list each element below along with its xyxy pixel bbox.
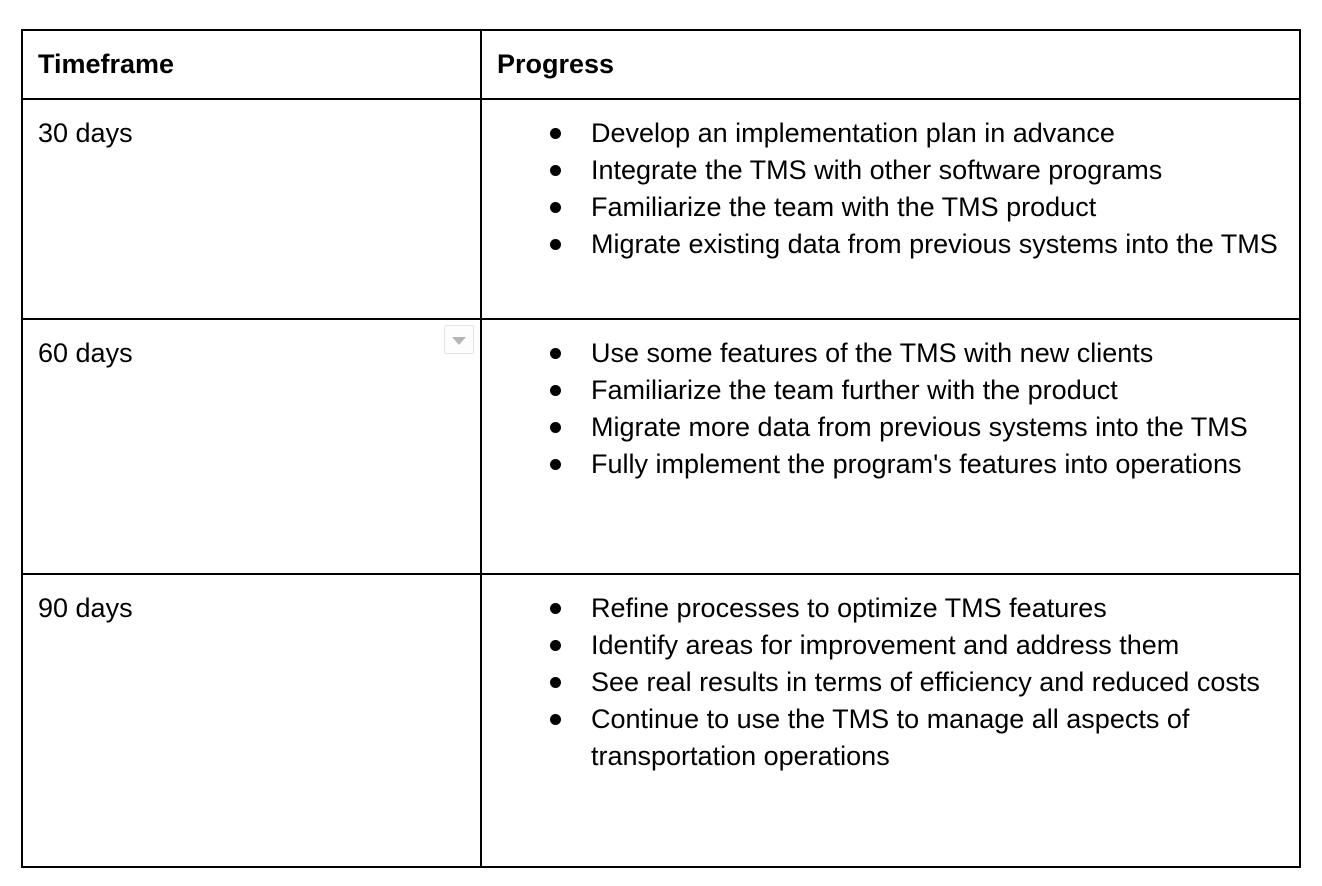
list-item[interactable] (497, 115, 1284, 152)
bullet-icon (550, 348, 561, 359)
timeframe-cell-30-days[interactable]: 30 days (22, 99, 481, 319)
table-row-60-days (22, 319, 1300, 574)
list-item[interactable] (497, 409, 1284, 446)
column-header-timeframe[interactable]: Timeframe (22, 30, 481, 99)
progress-cell-30-days[interactable] (481, 99, 1300, 319)
list-item-text: See real results in terms of efficiency and reduced costs (591, 667, 1260, 697)
bullet-icon (550, 459, 561, 470)
list-item[interactable] (497, 590, 1284, 627)
column-header-progress[interactable]: Progress (481, 30, 1300, 99)
list-item[interactable] (497, 226, 1284, 263)
list-item[interactable] (497, 335, 1284, 372)
bullet-icon (550, 239, 561, 250)
bullet-icon (550, 677, 561, 688)
progress-cell-60-days[interactable] (481, 319, 1300, 574)
progress-list (497, 335, 1284, 483)
list-item-text: Identify areas for improvement and address them (591, 630, 1180, 660)
list-item-text: Develop an implementation plan in advance (591, 118, 1115, 148)
list-item[interactable] (497, 189, 1284, 226)
list-item-text: Integrate the TMS with other software programs (591, 155, 1163, 185)
list-item-text: Familiarize the team with the TMS product (591, 192, 1097, 222)
list-item[interactable] (497, 627, 1284, 664)
timeframe-cell-60-days[interactable]: 60 days (22, 319, 481, 574)
timeframe-cell-90-days[interactable]: 90 days (22, 574, 481, 867)
tms-rollout-table (21, 29, 1301, 868)
table-row-90-days (22, 574, 1300, 867)
triangle-down-icon (452, 337, 466, 345)
list-item-text: Familiarize the team further with the product (591, 375, 1118, 405)
table-header-row (22, 30, 1300, 99)
list-item[interactable] (497, 372, 1284, 409)
table-cell-dropdown-button[interactable] (444, 325, 474, 354)
progress-list (497, 115, 1284, 263)
bullet-icon (550, 165, 561, 176)
progress-cell-90-days[interactable] (481, 574, 1300, 867)
list-item[interactable] (497, 152, 1284, 189)
list-item-text: Refine processes to optimize TMS features (591, 593, 1107, 623)
bullet-icon (550, 640, 561, 651)
progress-list (497, 590, 1284, 775)
list-item-text: Use some features of the TMS with new clients (591, 338, 1154, 368)
bullet-icon (550, 128, 561, 139)
bullet-icon (550, 385, 561, 396)
bullet-icon (550, 422, 561, 433)
list-item[interactable] (497, 664, 1284, 701)
list-item-text: Migrate more data from previous systems into the TMS (591, 412, 1248, 442)
bullet-icon (550, 714, 561, 725)
table-row-30-days (22, 99, 1300, 319)
list-item-text: Continue to use the TMS to manage all aspects of transportation operations (591, 704, 1190, 771)
list-item[interactable] (497, 446, 1284, 483)
list-item-text: Migrate existing data from previous systems into the TMS (591, 229, 1278, 259)
bullet-icon (550, 202, 561, 213)
list-item[interactable] (497, 701, 1284, 775)
list-item-text: Fully implement the program's features into operations (591, 449, 1242, 479)
bullet-icon (550, 603, 561, 614)
